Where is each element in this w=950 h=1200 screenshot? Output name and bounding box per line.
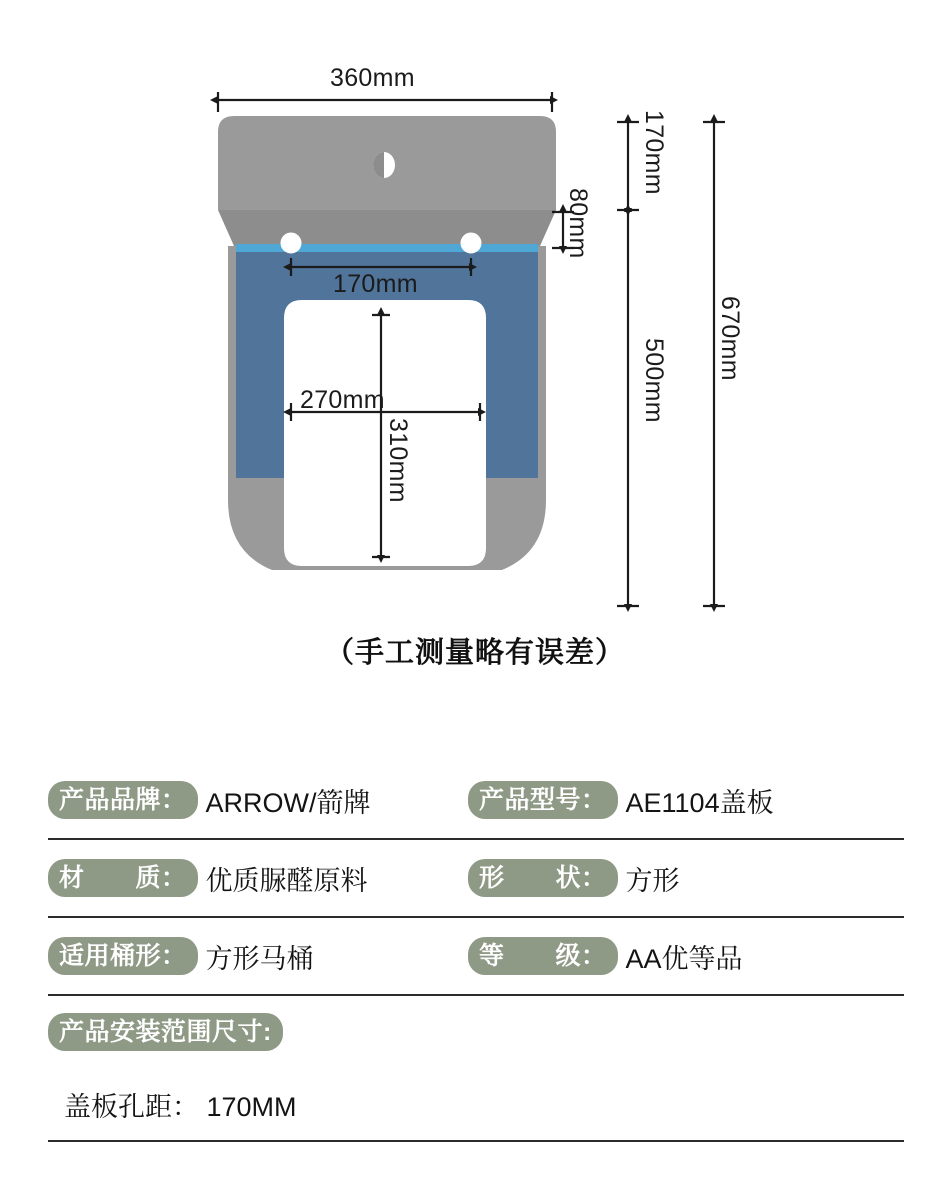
product-spec-table: [48, 762, 904, 1142]
spec-value-hole-spacing: 盖板孔距： 170MM: [64, 1091, 297, 1122]
dim-label-seat-length: 500mm: [640, 338, 668, 423]
hinge-hole-left: [281, 233, 301, 253]
spec-cell-brand: [48, 781, 468, 820]
spec-value-grade: AA优等品: [625, 943, 743, 974]
dim-label-inner-height: 310mm: [384, 418, 412, 503]
dim-label-seat-drop: 80mm: [564, 188, 592, 259]
hinge-hole-right: [461, 233, 481, 253]
dim-label-lid-height: 170mm: [640, 110, 668, 195]
dim-label-top-width: 360mm: [330, 64, 415, 92]
spec-value-material: 优质脲醛原料: [205, 865, 368, 896]
install-range-row: [48, 996, 904, 1068]
spec-cell-model: [468, 781, 904, 820]
spec-label-grade: 等 级：: [468, 937, 618, 975]
spec-cell-material: [48, 859, 468, 898]
spec-value-applicable-bowl: 方形马桶: [205, 943, 314, 974]
lid-shadow: [218, 210, 556, 246]
spec-label-material: 材 质：: [48, 859, 198, 897]
spec-value-brand: ARROW/箭牌: [205, 787, 371, 818]
table-row: [48, 840, 904, 918]
spec-label-install-range: 产品安装范围尺寸:: [48, 1013, 283, 1051]
table-row: [48, 918, 904, 996]
dim-label-total-length: 670mm: [716, 296, 744, 381]
spec-label-applicable-bowl: 适用桶形：: [48, 937, 198, 975]
spec-label-shape: 形 状：: [468, 859, 618, 897]
spec-value-shape: 方形: [625, 865, 680, 896]
table-row: [48, 762, 904, 840]
spec-label-brand: 产品品牌：: [48, 781, 198, 819]
dim-label-hole-spacing: 170mm: [333, 270, 418, 298]
dim-label-inner-width: 270mm: [300, 386, 385, 414]
spec-label-model: 产品型号：: [468, 781, 618, 819]
install-range-detail: [48, 1068, 904, 1142]
spec-value-model: AE1104盖板: [625, 787, 774, 818]
spec-cell-shape: [468, 859, 904, 898]
spec-cell-grade: [468, 937, 904, 976]
measurement-disclaimer: （手工测量略有误差）: [324, 637, 625, 669]
spec-cell-applicable-bowl: [48, 937, 468, 976]
